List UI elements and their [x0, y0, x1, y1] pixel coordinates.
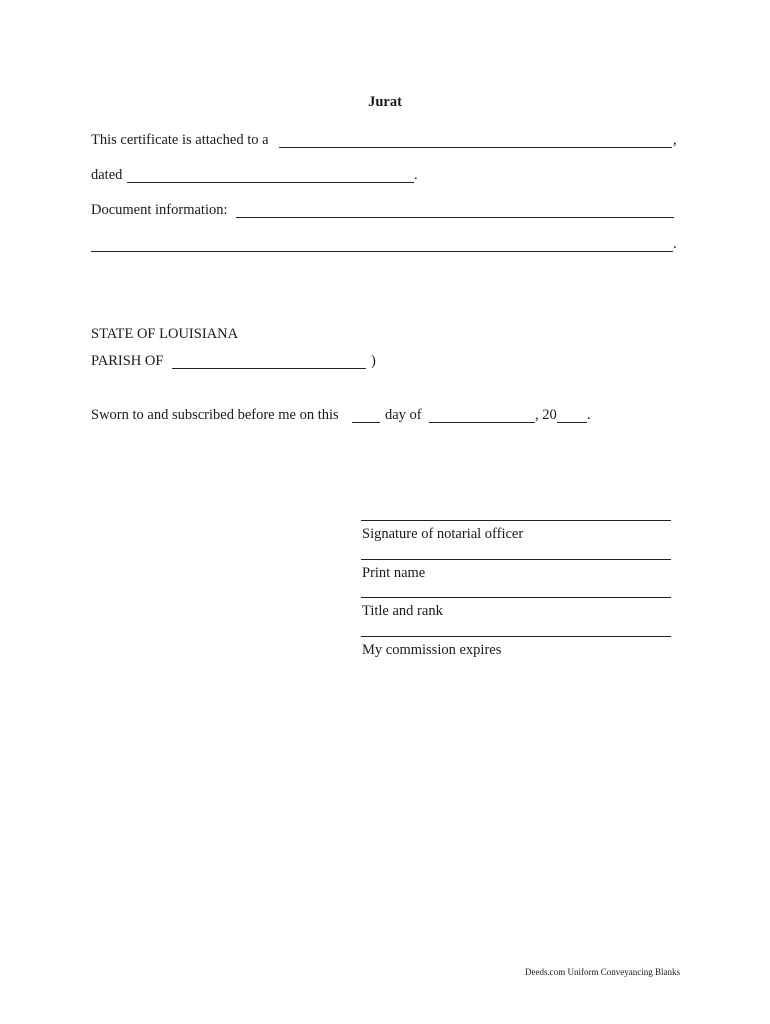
- period: .: [587, 407, 591, 423]
- year-prefix: , 20: [535, 407, 557, 423]
- document-info-blank[interactable]: [236, 217, 674, 218]
- dated-blank[interactable]: [127, 182, 414, 183]
- parish-label: PARISH OF: [91, 353, 164, 369]
- commission-expires-line[interactable]: [361, 636, 671, 637]
- title-rank-line[interactable]: [361, 597, 671, 598]
- period: .: [673, 236, 677, 252]
- document-info-label: Document information:: [91, 202, 228, 218]
- title-rank-label: Title and rank: [362, 603, 443, 619]
- day-of-label: day of: [385, 407, 422, 423]
- document-info-blank-2[interactable]: [91, 251, 673, 252]
- footer-text: Deeds.com Uniform Conveyancing Blanks: [525, 967, 680, 977]
- state-label: STATE OF LOUISIANA: [91, 326, 239, 342]
- day-blank[interactable]: [352, 422, 380, 423]
- document-title: Jurat: [368, 94, 402, 110]
- month-blank[interactable]: [429, 422, 535, 423]
- print-name-line[interactable]: [361, 559, 671, 560]
- print-name-label: Print name: [362, 565, 426, 581]
- period: .: [414, 167, 418, 183]
- document-type-blank[interactable]: [279, 147, 672, 148]
- comma: ,: [673, 132, 677, 148]
- certificate-label: This certificate is attached to a: [91, 132, 269, 148]
- commission-expires-label: My commission expires: [362, 642, 502, 658]
- dated-label: dated: [91, 167, 123, 183]
- year-blank[interactable]: [557, 422, 587, 423]
- parish-blank[interactable]: [172, 368, 366, 369]
- sworn-prefix: Sworn to and subscribed before me on this: [91, 407, 339, 423]
- parish-paren: ): [371, 353, 376, 369]
- signature-line[interactable]: [361, 520, 671, 521]
- signature-label: Signature of notarial officer: [362, 526, 524, 542]
